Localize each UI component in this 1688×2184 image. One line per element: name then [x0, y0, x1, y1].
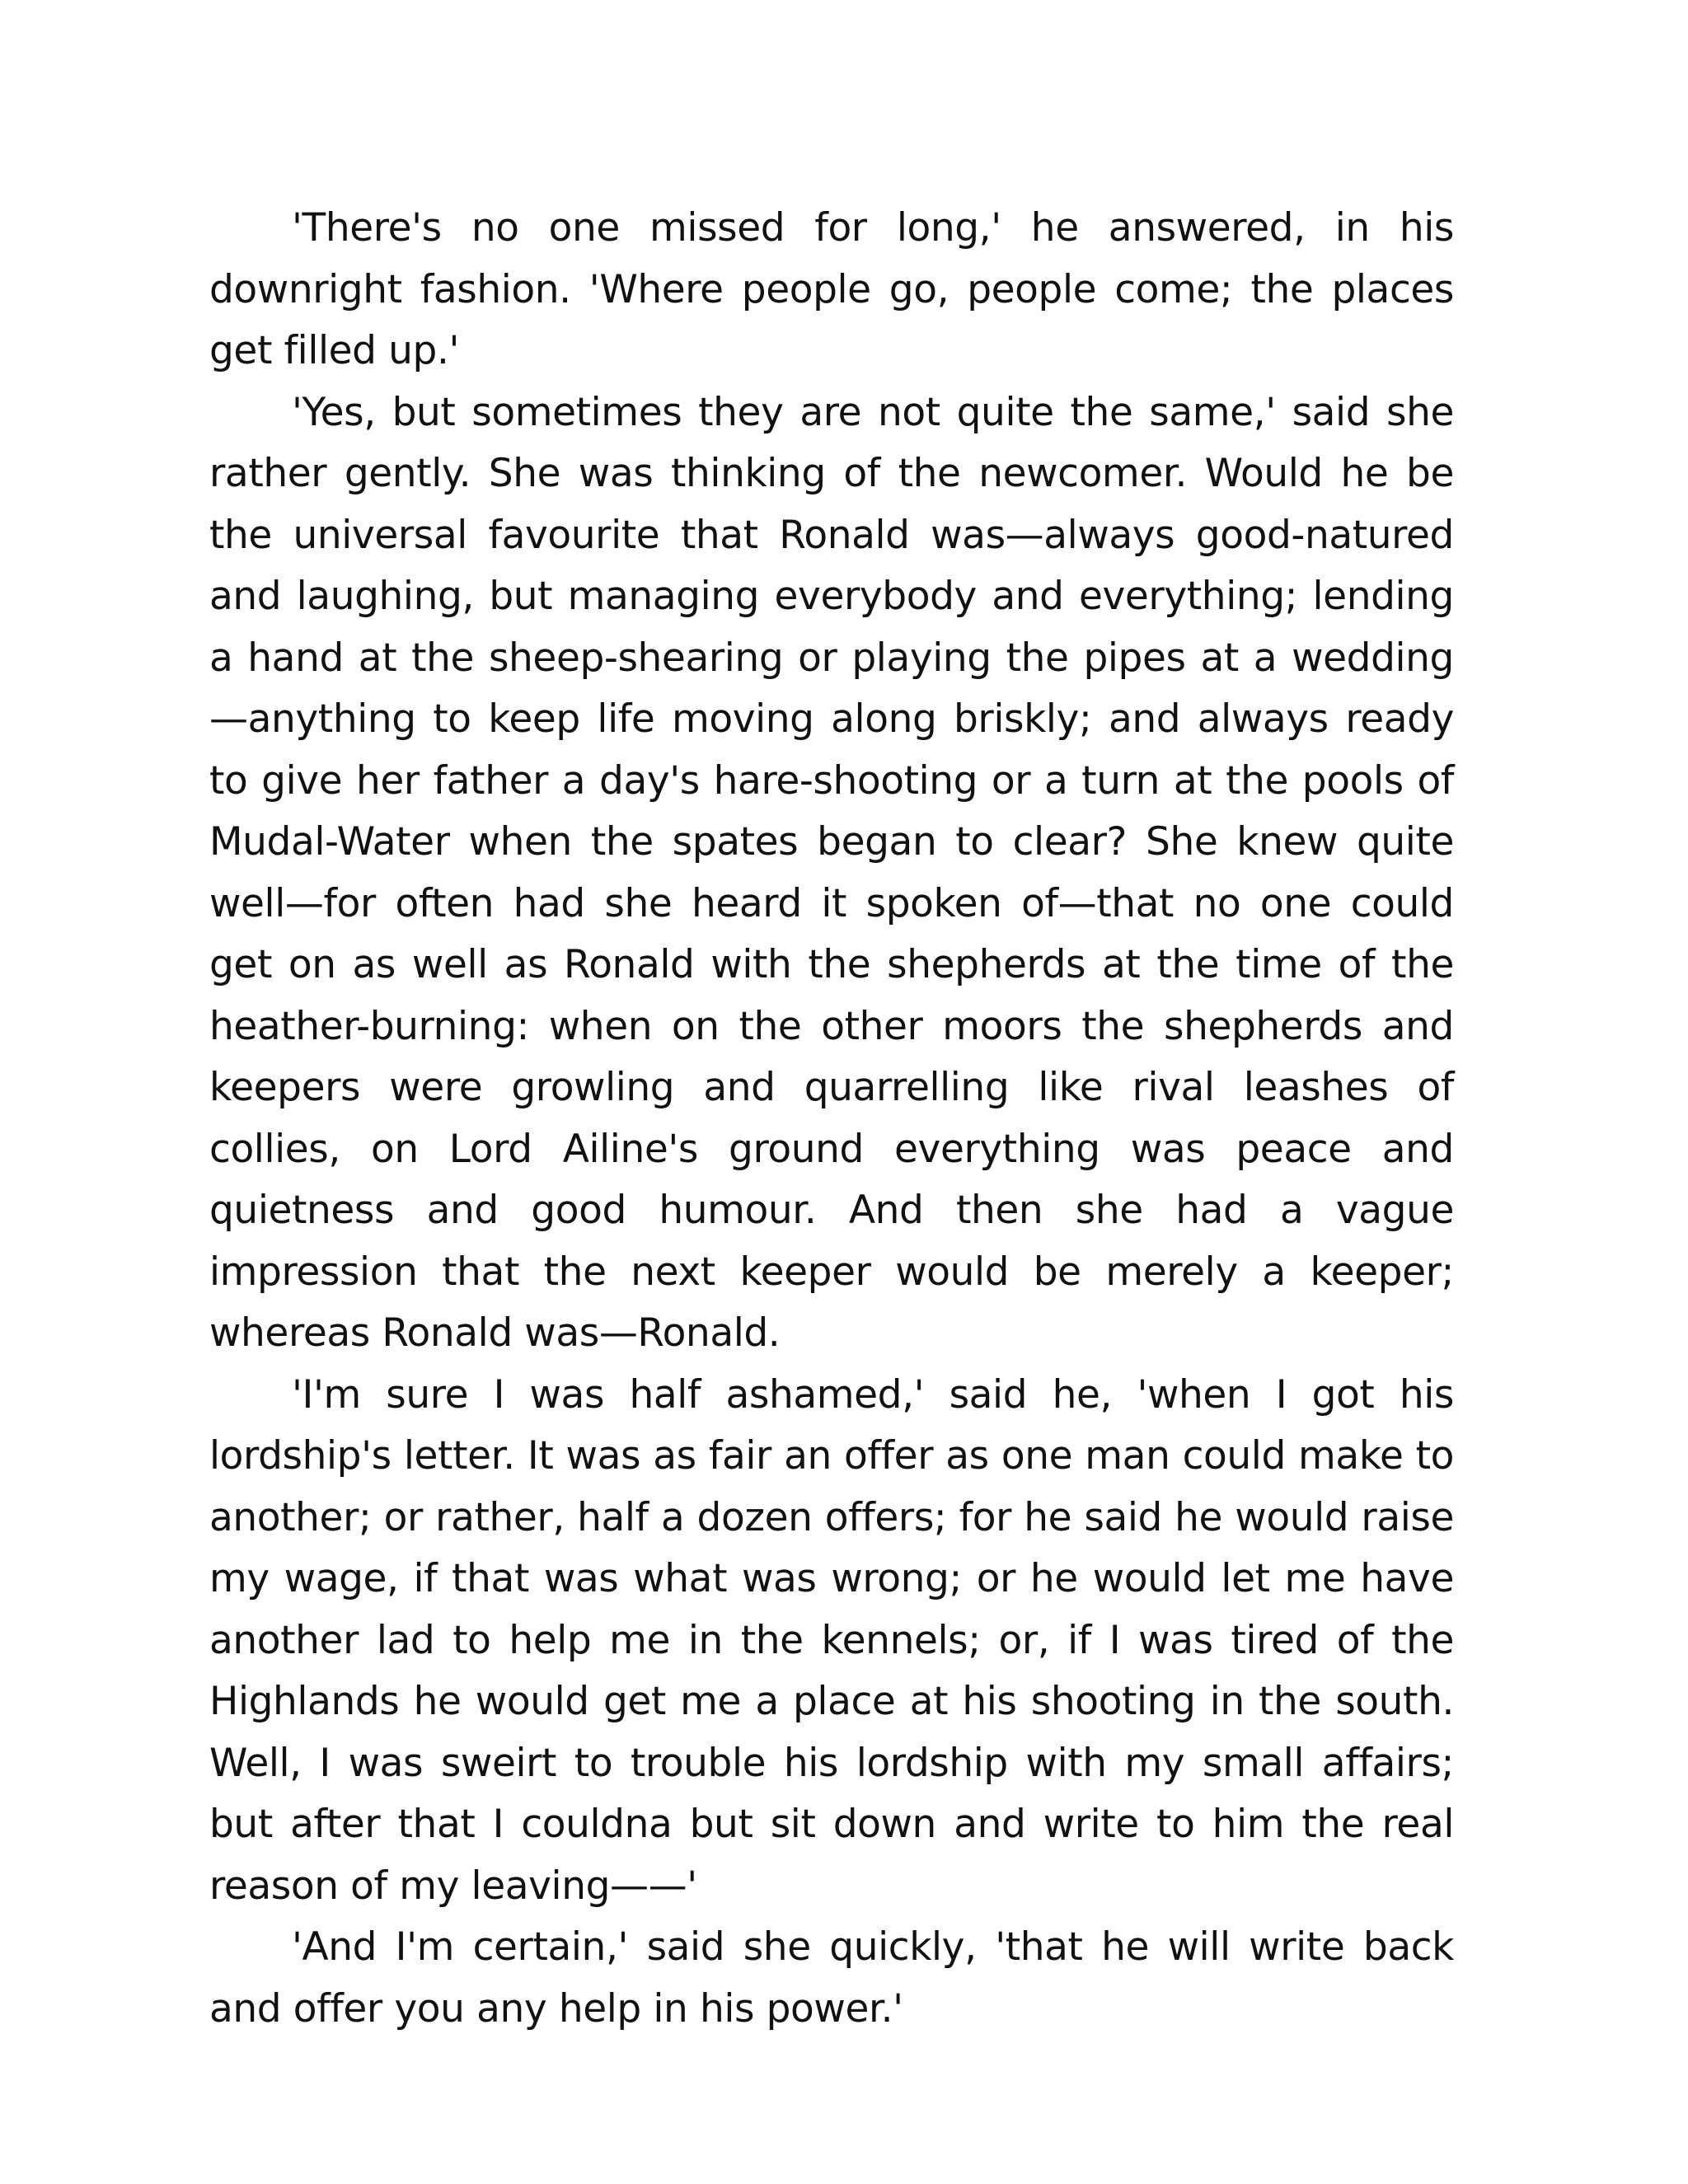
- paragraph: 'Yes, but sometimes they are not quite the same,' said she rather gently. She was thinking of the newcomer. Would he be the universal favourite that Ronald was—always good-natured and laughing, but managing everybody and everything; lending a hand at the sheep-shearing or playing the pipes at a wedding—anything to keep life moving along briskly; and always ready to give her father a day's hare-shooting or a turn at the pools of Mudal-Water when the spates began to clear? She knew quite well—for often had she heard it spoken of—that no one could get on as well as Ronald with the shepherds at the time of the heather-burning: when on the other moors the shepherds and keepers were growling and quarrelling like rival leashes of collies, on Lord Ailine's ground everything was peace and quietness and good humour. And then she had a vague impression that the next keeper would be merely a keeper; whereas Ronald was—Ronald.: [209, 389, 1454, 1356]
- paragraph: 'And I'm certain,' said she quickly, 'that he will write back and offer you any help in his power.': [209, 1924, 1454, 2032]
- book-page: [209, 198, 1454, 2040]
- paragraph: 'I'm sure I was half ashamed,' said he, 'when I got his lordship's letter. It was as fair an offer as one man could make to another; or rather, half a dozen offers; for he said he would raise my wage, if that was what was wrong; or he would let me have another lad to help me in the kennels; or, if I was tired of the Highlands he would get me a place at his shooting in the south. Well, I was sweirt to trouble his lordship with my small affairs; but after that I couldna but sit down and write to him the real reason of my leaving——': [209, 1371, 1454, 1909]
- paragraph: 'There's no one missed for long,' he answered, in his downright fashion. 'Where people go, people come; the places get filled up.': [209, 205, 1454, 373]
